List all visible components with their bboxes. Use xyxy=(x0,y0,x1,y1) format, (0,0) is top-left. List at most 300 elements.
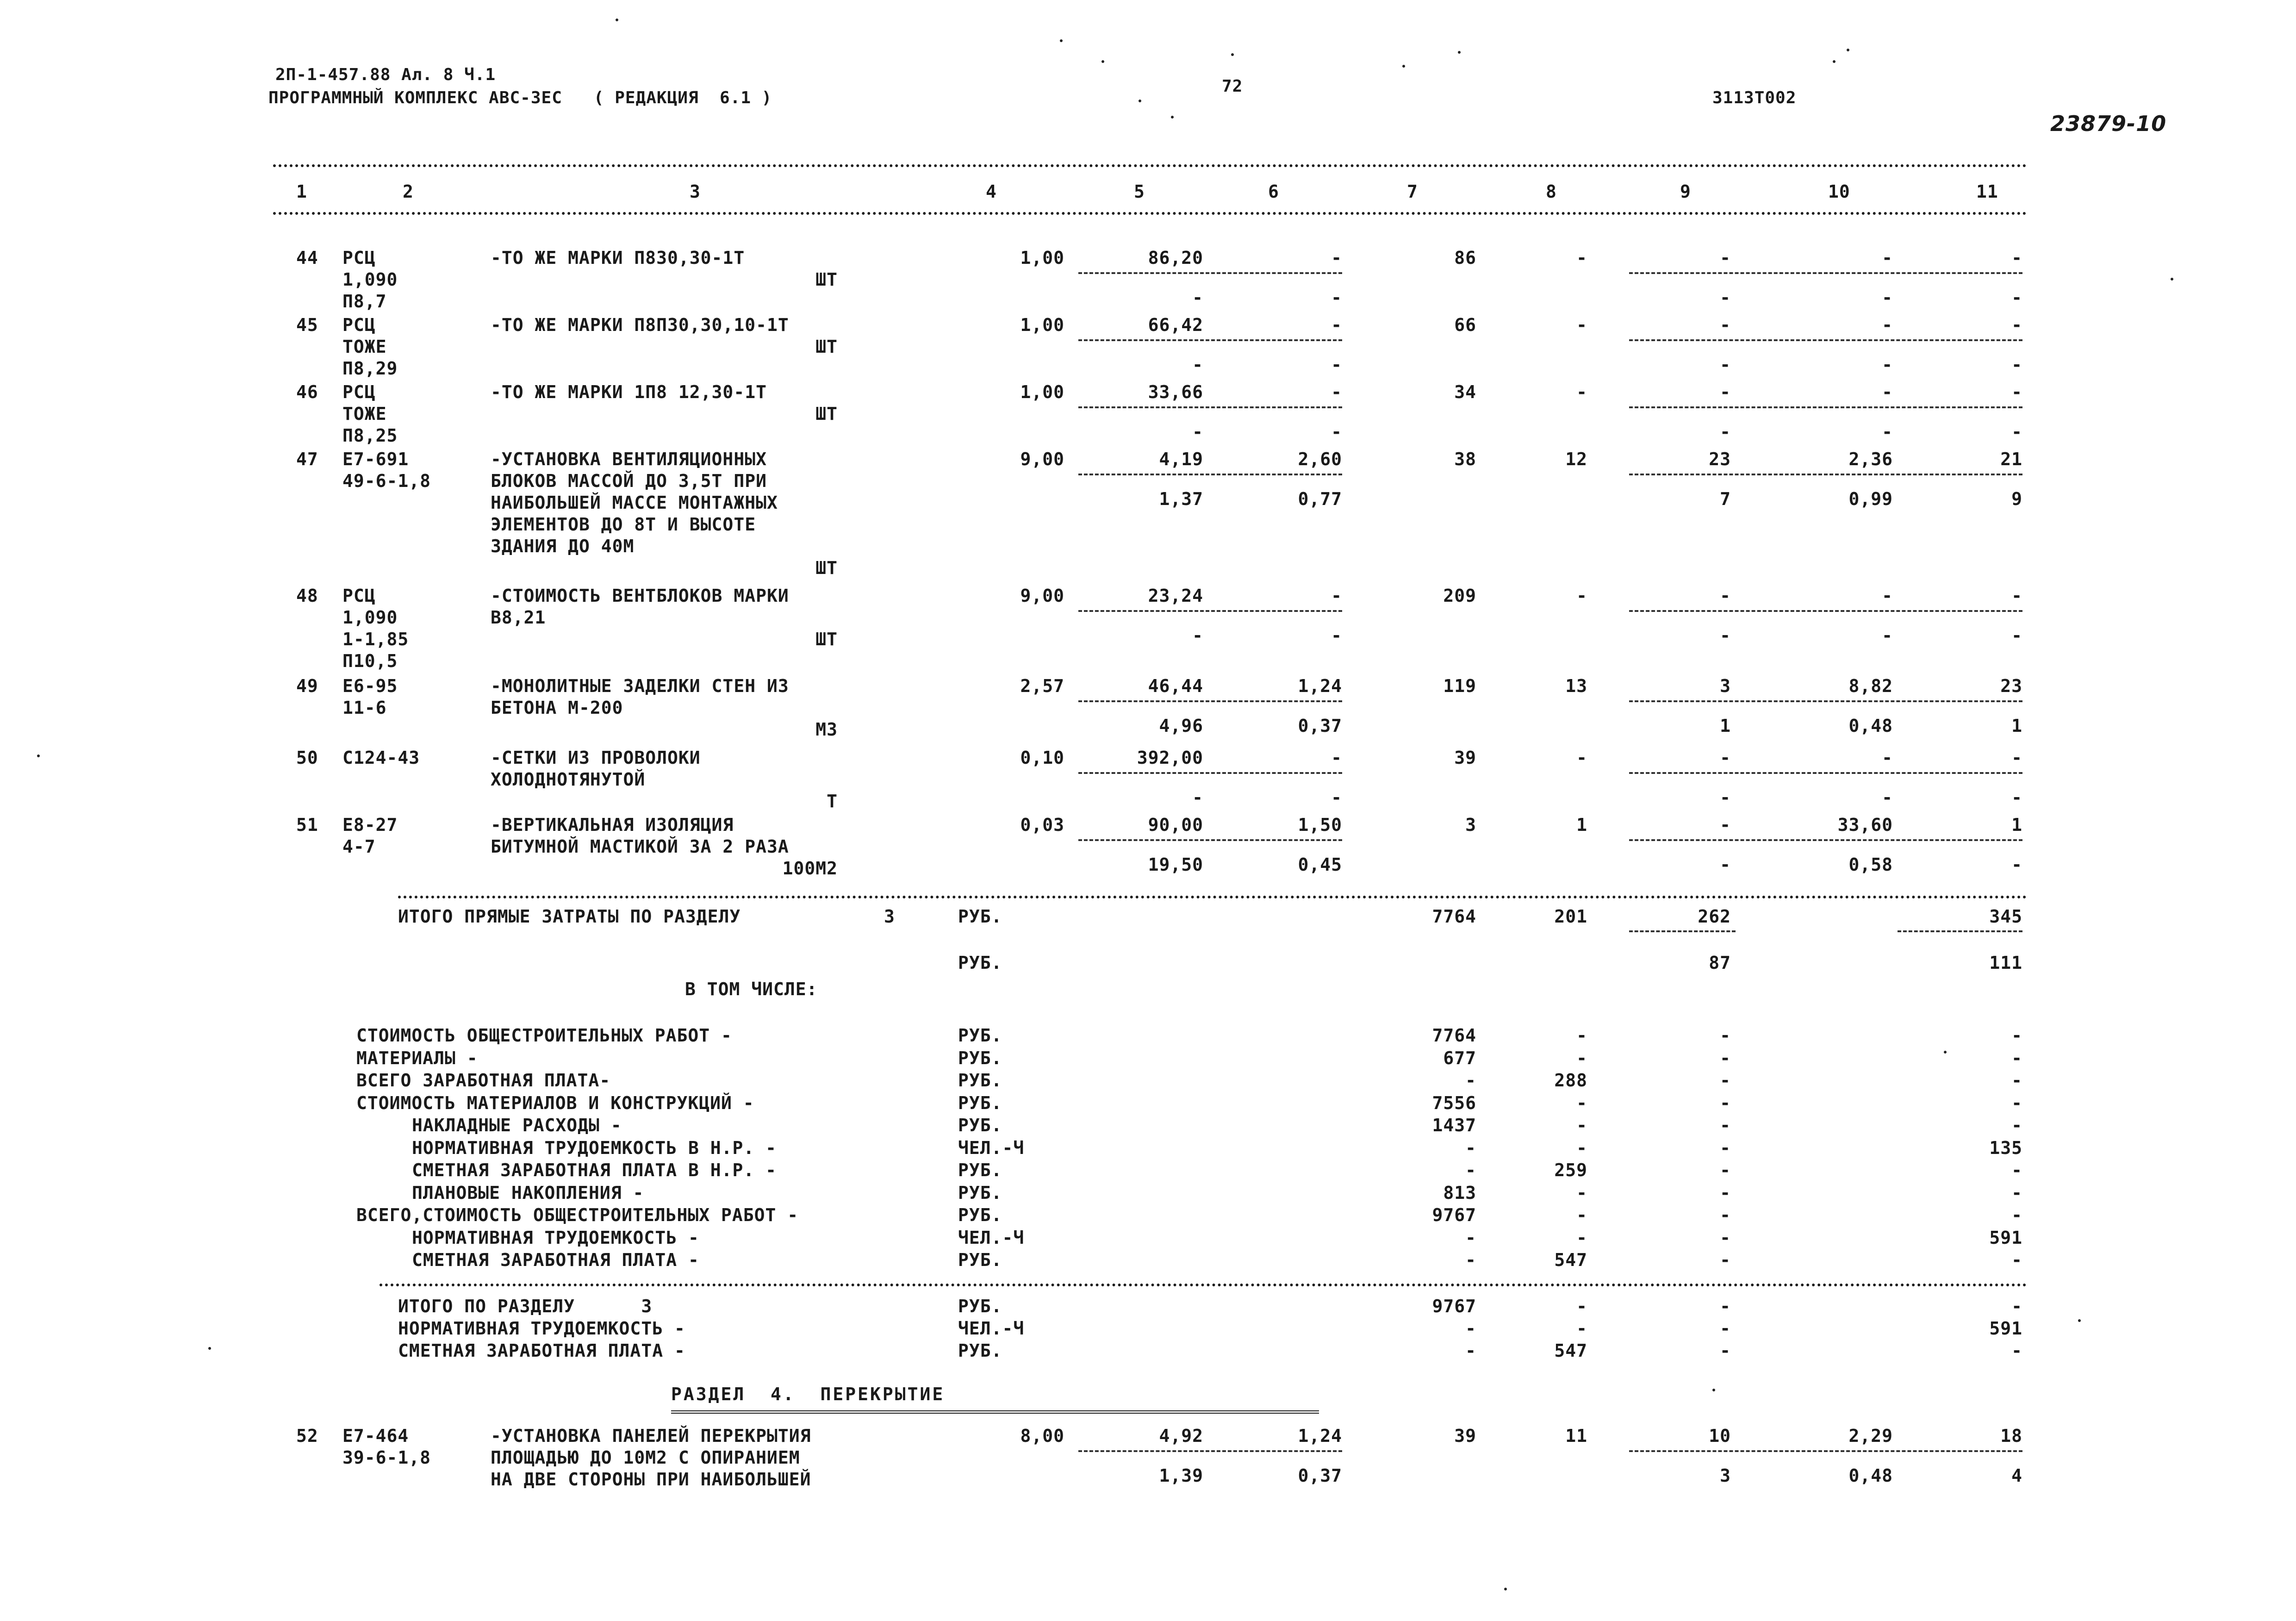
row-value-c10b: 0,58 xyxy=(1848,854,1893,875)
summary-c7: - xyxy=(1465,1227,1476,1248)
row-description: -ТО ЖЕ МАРКИ П8П30,30,10-1Т xyxy=(491,315,789,335)
summary-label: ВСЕГО ЗАРАБОТНАЯ ПЛАТА- xyxy=(356,1070,611,1091)
row-value-c10b: - xyxy=(1882,422,1893,442)
row-description: -УСТАНОВКА ВЕНТИЛЯЦИОННЫХ xyxy=(491,449,767,469)
row-unit: 100М2 xyxy=(782,858,838,879)
row-value-c6b: - xyxy=(1331,422,1342,442)
row-value-c11: 21 xyxy=(2000,449,2022,469)
column-header-8: 8 xyxy=(1546,181,1557,202)
row-unit: ШТ xyxy=(815,269,838,290)
summary-c8: 259 xyxy=(1554,1160,1587,1180)
row-value-c6b: 0,77 xyxy=(1298,489,1342,509)
row-number: 45 xyxy=(296,315,318,335)
row-value-c9b: - xyxy=(1720,787,1731,808)
row-number: 46 xyxy=(296,382,318,402)
row-value-c10: - xyxy=(1882,748,1893,768)
row-description: НАИБОЛЬШЕЙ МАССЕ МОНТАЖНЫХ xyxy=(491,493,778,513)
row-split-rule xyxy=(1629,839,2022,841)
scan-speck xyxy=(2078,1319,2081,1322)
row-value-c9b: - xyxy=(1720,287,1731,308)
section-total-c8: - xyxy=(1576,1318,1587,1339)
row-value-c11b: - xyxy=(2011,625,2022,646)
summary-label: НОРМАТИВНАЯ ТРУДОЕМКОСТЬ В Н.Р. - xyxy=(412,1137,777,1158)
summary-c7: 7556 xyxy=(1432,1092,1476,1113)
row-split-rule xyxy=(1629,474,2022,475)
program-title: ПРОГРАММНЫЙ КОМПЛЕКС АВС-3ЕС ( РЕДАКЦИЯ 6.1 ) xyxy=(268,88,772,107)
column-header-9: 9 xyxy=(1680,181,1691,202)
row-split-rule xyxy=(1629,772,2022,774)
summary-c11: - xyxy=(2011,1182,2022,1203)
row-value-c9b: - xyxy=(1720,854,1731,875)
row-split-rule xyxy=(1629,1450,2022,1452)
row-number: 50 xyxy=(296,748,318,768)
row-value-c7: 38 xyxy=(1454,449,1476,469)
row-value-c8: 12 xyxy=(1565,449,1587,469)
row-value-c8: 11 xyxy=(1565,1426,1587,1446)
row-value-c4: 0,03 xyxy=(1020,815,1064,835)
row-unit: Т xyxy=(827,791,838,811)
row-value-c5b: 19,50 xyxy=(1148,854,1203,875)
row-value-c11: - xyxy=(2011,382,2022,402)
summary-c11: - xyxy=(2011,1070,2022,1091)
row-code: 49-6-1,8 xyxy=(342,471,431,491)
row-value-c9: - xyxy=(1720,748,1731,768)
row-code: РСЦ xyxy=(342,315,376,335)
row-value-c4: 1,00 xyxy=(1020,248,1064,268)
row-code: Е7-691 xyxy=(342,449,409,469)
row-unit: М3 xyxy=(815,719,838,740)
summary-c7: - xyxy=(1465,1160,1476,1180)
row-value-c5b: - xyxy=(1192,625,1203,646)
summary-c8: 547 xyxy=(1554,1250,1587,1270)
row-value-c9: - xyxy=(1720,586,1731,606)
summary-label: НОРМАТИВНАЯ ТРУДОЕМКОСТЬ - xyxy=(412,1227,699,1248)
row-value-c10b: - xyxy=(1882,355,1893,375)
total-split-rule xyxy=(1629,930,1736,932)
row-value-c11b: - xyxy=(2011,854,2022,875)
summary-c11: - xyxy=(2011,1025,2022,1046)
archive-stamp: 23879-10 xyxy=(2050,111,2167,136)
summary-c9: - xyxy=(1720,1182,1731,1203)
row-value-c5b: - xyxy=(1192,355,1203,375)
total-direct-unit-2: РУБ. xyxy=(958,953,1002,973)
summary-c7: 1437 xyxy=(1432,1115,1476,1135)
column-header-10: 10 xyxy=(1828,181,1850,202)
summary-label: СМЕТНАЯ ЗАРАБОТНАЯ ПЛАТА В Н.Р. - xyxy=(412,1160,777,1180)
row-description: ЗДАНИЯ ДО 40М xyxy=(491,536,635,556)
row-value-c10: 2,36 xyxy=(1848,449,1893,469)
row-number: 48 xyxy=(296,586,318,606)
scan-speck xyxy=(1944,1051,1947,1054)
summary-unit: РУБ. xyxy=(958,1092,1002,1113)
section-total-c11: - xyxy=(2011,1340,2022,1361)
summary-c11: 591 xyxy=(1989,1227,2022,1248)
row-code: РСЦ xyxy=(342,586,376,606)
row-value-c9b: - xyxy=(1720,422,1731,442)
row-value-c4: 1,00 xyxy=(1020,382,1064,402)
row-value-c9: 3 xyxy=(1720,676,1731,696)
row-value-c6b: 0,37 xyxy=(1298,1465,1342,1486)
summary-c8: - xyxy=(1576,1182,1587,1203)
row-code: Е7-464 xyxy=(342,1426,409,1446)
summary-c11: - xyxy=(2011,1160,2022,1180)
row-description: ПЛОЩАДЬЮ ДО 10М2 С ОПИРАНИЕМ xyxy=(491,1447,800,1468)
summary-c9: - xyxy=(1720,1092,1731,1113)
section-total-c8: 547 xyxy=(1554,1340,1587,1361)
row-value-c10: 2,29 xyxy=(1848,1426,1893,1446)
section-total-label: СМЕТНАЯ ЗАРАБОТНАЯ ПЛАТА - xyxy=(398,1340,685,1361)
row-value-c9b: - xyxy=(1720,625,1731,646)
row-description: В8,21 xyxy=(491,607,546,628)
summary-unit: РУБ. xyxy=(958,1205,1002,1225)
row-description: -ТО ЖЕ МАРКИ П830,30-1Т xyxy=(491,248,745,268)
row-code: 1-1,85 xyxy=(342,629,409,649)
summary-unit: РУБ. xyxy=(958,1070,1002,1091)
row-split-rule xyxy=(1078,700,1342,702)
row-split-rule xyxy=(1078,1450,1342,1452)
section-total-unit: ЧЕЛ.-Ч xyxy=(958,1318,1025,1339)
row-value-c6: 1,24 xyxy=(1298,676,1342,696)
row-value-c5b: - xyxy=(1192,287,1203,308)
row-value-c9: 10 xyxy=(1709,1426,1731,1446)
row-value-c5b: 4,96 xyxy=(1159,716,1203,736)
scan-speck xyxy=(1458,51,1461,54)
row-value-c5b: 1,37 xyxy=(1159,489,1203,509)
row-code: 39-6-1,8 xyxy=(342,1447,431,1468)
row-value-c5: 23,24 xyxy=(1148,586,1203,606)
total-direct-c11b: 111 xyxy=(1989,953,2022,973)
summary-c7: - xyxy=(1465,1250,1476,1270)
row-value-c6: 1,50 xyxy=(1298,815,1342,835)
summary-c11: - xyxy=(2011,1115,2022,1135)
column-header-2: 2 xyxy=(403,181,414,202)
summary-c9: - xyxy=(1720,1137,1731,1158)
row-value-c8: 13 xyxy=(1565,676,1587,696)
row-code: Е6-95 xyxy=(342,676,398,696)
document-code: 3113Т002 xyxy=(1712,88,1797,107)
row-value-c6b: - xyxy=(1331,287,1342,308)
row-value-c11b: - xyxy=(2011,287,2022,308)
row-value-c11b: 4 xyxy=(2011,1465,2022,1486)
row-value-c10: 8,82 xyxy=(1848,676,1893,696)
row-code: ТОЖЕ xyxy=(342,337,387,357)
total-direct-c11: 345 xyxy=(1989,906,2022,927)
summary-label: НАКЛАДНЫЕ РАСХОДЫ - xyxy=(412,1115,622,1135)
row-value-c6b: - xyxy=(1331,787,1342,808)
row-value-c10b: - xyxy=(1882,287,1893,308)
row-value-c11b: - xyxy=(2011,355,2022,375)
row-value-c11: 23 xyxy=(2000,676,2022,696)
row-value-c9b: 3 xyxy=(1720,1465,1731,1486)
row-value-c5: 392,00 xyxy=(1137,748,1203,768)
column-header-4: 4 xyxy=(986,181,997,202)
scan-speck xyxy=(1101,60,1104,63)
summary-c8: - xyxy=(1576,1115,1587,1135)
row-split-rule xyxy=(1629,272,2022,274)
total-split-rule xyxy=(1898,930,2022,932)
row-value-c5b: 1,39 xyxy=(1159,1465,1203,1486)
row-code: РСЦ xyxy=(342,248,376,268)
summary-c7: 9767 xyxy=(1432,1205,1476,1225)
row-code: Е8-27 xyxy=(342,815,398,835)
row-value-c11: - xyxy=(2011,586,2022,606)
row-description: -УСТАНОВКА ПАНЕЛЕЙ ПЕРЕКРЫТИЯ xyxy=(491,1426,811,1446)
row-description: -СЕТКИ ИЗ ПРОВОЛОКИ xyxy=(491,748,701,768)
section-total-label: НОРМАТИВНАЯ ТРУДОЕМКОСТЬ - xyxy=(398,1318,685,1339)
summary-c7: 813 xyxy=(1443,1182,1476,1203)
row-code: 1,090 xyxy=(342,269,398,290)
row-value-c4: 1,00 xyxy=(1020,315,1064,335)
summary-c11: - xyxy=(2011,1205,2022,1225)
row-number: 44 xyxy=(296,248,318,268)
row-value-c5: 4,92 xyxy=(1159,1426,1203,1446)
row-unit: ШТ xyxy=(815,337,838,357)
row-split-rule xyxy=(1078,772,1342,774)
summary-unit: РУБ. xyxy=(958,1250,1002,1270)
document-ref: 2П-1-457.88 Ал. 8 Ч.1 xyxy=(275,65,496,84)
section-rule-2 xyxy=(380,1284,2027,1286)
row-value-c5: 46,44 xyxy=(1148,676,1203,696)
summary-c7: 677 xyxy=(1443,1047,1476,1068)
row-value-c6: - xyxy=(1331,382,1342,402)
row-unit: ШТ xyxy=(815,404,838,424)
row-value-c7: 39 xyxy=(1454,1426,1476,1446)
row-number: 52 xyxy=(296,1426,318,1446)
summary-c8: - xyxy=(1576,1205,1587,1225)
section-total-c9: - xyxy=(1720,1340,1731,1361)
total-direct-c8: 201 xyxy=(1554,906,1587,927)
summary-c8: - xyxy=(1576,1025,1587,1046)
row-number: 49 xyxy=(296,676,318,696)
scan-speck xyxy=(1833,60,1836,63)
row-value-c10b: - xyxy=(1882,787,1893,808)
row-number: 47 xyxy=(296,449,318,469)
row-description: БЛОКОВ МАССОЙ ДО 3,5Т ПРИ xyxy=(491,471,767,491)
total-direct-label: ИТОГО ПРЯМЫЕ ЗАТРАТЫ ПО РАЗДЕЛУ xyxy=(398,906,741,927)
row-value-c8: - xyxy=(1576,382,1587,402)
row-description: НА ДВЕ СТОРОНЫ ПРИ НАИБОЛЬШЕЙ xyxy=(491,1469,811,1490)
row-value-c11: 18 xyxy=(2000,1426,2022,1446)
summary-c9: - xyxy=(1720,1115,1731,1135)
row-value-c10b: - xyxy=(1882,625,1893,646)
scan-speck xyxy=(1231,53,1234,56)
scan-speck xyxy=(1712,1389,1715,1391)
column-header-3: 3 xyxy=(690,181,701,202)
row-value-c7: 39 xyxy=(1454,748,1476,768)
summary-unit: РУБ. xyxy=(958,1160,1002,1180)
row-value-c4: 8,00 xyxy=(1020,1426,1064,1446)
row-value-c6b: 0,45 xyxy=(1298,854,1342,875)
row-code: П8,29 xyxy=(342,358,398,379)
row-value-c9b: 7 xyxy=(1720,489,1731,509)
column-header-6: 6 xyxy=(1268,181,1279,202)
row-value-c7: 119 xyxy=(1443,676,1476,696)
row-value-c11: - xyxy=(2011,748,2022,768)
summary-c11: 135 xyxy=(1989,1137,2022,1158)
total-direct-c7: 7764 xyxy=(1432,906,1476,927)
total-direct-unit: РУБ. xyxy=(958,906,1002,927)
summary-c11: - xyxy=(2011,1250,2022,1270)
row-value-c10: - xyxy=(1882,586,1893,606)
summary-unit: РУБ. xyxy=(958,1182,1002,1203)
row-value-c4: 2,57 xyxy=(1020,676,1064,696)
row-description: ХОЛОДНОТЯНУТОЙ xyxy=(491,769,646,790)
row-value-c9: - xyxy=(1720,382,1731,402)
scan-speck xyxy=(1402,65,1405,68)
row-code: ТОЖЕ xyxy=(342,404,387,424)
row-value-c5: 33,66 xyxy=(1148,382,1203,402)
section-total-c11: - xyxy=(2011,1296,2022,1316)
row-value-c8: - xyxy=(1576,748,1587,768)
row-code: С124-43 xyxy=(342,748,420,768)
row-description: -ТО ЖЕ МАРКИ 1П8 12,30-1Т xyxy=(491,382,767,402)
section-rule-1 xyxy=(398,896,2027,898)
summary-label: СМЕТНАЯ ЗАРАБОТНАЯ ПЛАТА - xyxy=(412,1250,699,1270)
summary-c7: 7764 xyxy=(1432,1025,1476,1046)
row-description: -СТОИМОСТЬ ВЕНТБЛОКОВ МАРКИ xyxy=(491,586,789,606)
row-value-c11: - xyxy=(2011,248,2022,268)
row-value-c4: 9,00 xyxy=(1020,449,1064,469)
row-value-c9: - xyxy=(1720,315,1731,335)
row-unit: ШТ xyxy=(815,558,838,578)
scan-speck xyxy=(1171,116,1174,118)
header-rule-bottom xyxy=(273,212,2027,215)
row-description: ЭЛЕМЕНТОВ ДО 8Т И ВЫСОТЕ xyxy=(491,514,756,535)
scan-speck xyxy=(1847,49,1849,51)
row-value-c5: 90,00 xyxy=(1148,815,1203,835)
row-number: 51 xyxy=(296,815,318,835)
summary-unit: РУБ. xyxy=(958,1047,1002,1068)
summary-unit: РУБ. xyxy=(958,1115,1002,1135)
row-value-c5: 66,42 xyxy=(1148,315,1203,335)
row-code: П8,7 xyxy=(342,291,387,312)
row-split-rule xyxy=(1078,272,1342,274)
page-number: 72 xyxy=(1222,77,1243,96)
row-value-c9: - xyxy=(1720,248,1731,268)
row-code: 1,090 xyxy=(342,607,398,628)
summary-c9: - xyxy=(1720,1160,1731,1180)
summary-c8: - xyxy=(1576,1047,1587,1068)
summary-label: МАТЕРИАЛЫ - xyxy=(356,1047,478,1068)
row-value-c10b: 0,48 xyxy=(1848,716,1893,736)
row-value-c5: 86,20 xyxy=(1148,248,1203,268)
row-split-rule xyxy=(1078,839,1342,841)
section-total-unit: РУБ. xyxy=(958,1296,1002,1316)
row-value-c8: - xyxy=(1576,315,1587,335)
header-rule-top xyxy=(273,164,2027,167)
summary-unit: ЧЕЛ.-Ч xyxy=(958,1137,1025,1158)
row-value-c5b: - xyxy=(1192,787,1203,808)
summary-label: СТОИМОСТЬ ОБЩЕСТРОИТЕЛЬНЫХ РАБОТ - xyxy=(356,1025,732,1046)
summary-c7: - xyxy=(1465,1070,1476,1091)
total-direct-section: 3 xyxy=(884,906,895,927)
summary-c9: - xyxy=(1720,1070,1731,1091)
row-value-c9: - xyxy=(1720,815,1731,835)
column-header-11: 11 xyxy=(1976,181,1998,202)
summary-unit: ЧЕЛ.-Ч xyxy=(958,1227,1025,1248)
row-value-c4: 9,00 xyxy=(1020,586,1064,606)
scan-speck xyxy=(1060,39,1063,42)
summary-c8: - xyxy=(1576,1227,1587,1248)
row-code: 4-7 xyxy=(342,836,376,857)
row-value-c11: 1 xyxy=(2011,815,2022,835)
row-value-c8: - xyxy=(1576,248,1587,268)
row-value-c9b: 1 xyxy=(1720,716,1731,736)
row-value-c10b: 0,48 xyxy=(1848,1465,1893,1486)
summary-c11: - xyxy=(2011,1092,2022,1113)
section-total-label: ИТОГО ПО РАЗДЕЛУ 3 xyxy=(398,1296,653,1316)
row-value-c9: 23 xyxy=(1709,449,1731,469)
section-total-c8: - xyxy=(1576,1296,1587,1316)
row-value-c10: 33,60 xyxy=(1837,815,1893,835)
row-split-rule xyxy=(1629,700,2022,702)
row-value-c6b: 0,37 xyxy=(1298,716,1342,736)
row-description: -МОНОЛИТНЫЕ ЗАДЕЛКИ СТЕН ИЗ xyxy=(491,676,789,696)
row-code: 11-6 xyxy=(342,698,387,718)
scan-speck xyxy=(37,754,40,757)
row-split-rule xyxy=(1078,406,1342,408)
row-split-rule xyxy=(1078,339,1342,341)
row-value-c11b: - xyxy=(2011,422,2022,442)
row-value-c10: - xyxy=(1882,382,1893,402)
summary-c9: - xyxy=(1720,1205,1731,1225)
row-value-c7: 209 xyxy=(1443,586,1476,606)
row-value-c6: - xyxy=(1331,748,1342,768)
row-value-c4: 0,10 xyxy=(1020,748,1064,768)
section-total-c9: - xyxy=(1720,1318,1731,1339)
row-value-c6: 2,60 xyxy=(1298,449,1342,469)
summary-c8: 288 xyxy=(1554,1070,1587,1091)
scan-speck xyxy=(2171,278,2173,281)
row-value-c11b: 9 xyxy=(2011,489,2022,509)
row-value-c6b: - xyxy=(1331,625,1342,646)
summary-unit: РУБ. xyxy=(958,1025,1002,1046)
row-value-c6: - xyxy=(1331,586,1342,606)
row-code: РСЦ xyxy=(342,382,376,402)
section-4-underline xyxy=(671,1410,1319,1414)
column-header-5: 5 xyxy=(1134,181,1145,202)
scan-speck xyxy=(616,19,618,21)
row-value-c9b: - xyxy=(1720,355,1731,375)
row-value-c10b: 0,99 xyxy=(1848,489,1893,509)
row-value-c7: 66 xyxy=(1454,315,1476,335)
section-total-c9: - xyxy=(1720,1296,1731,1316)
section-total-c7: - xyxy=(1465,1318,1476,1339)
section-total-c7: - xyxy=(1465,1340,1476,1361)
row-split-rule xyxy=(1629,610,2022,612)
scan-speck xyxy=(208,1347,211,1350)
row-value-c7: 86 xyxy=(1454,248,1476,268)
summary-c7: - xyxy=(1465,1137,1476,1158)
row-value-c6: - xyxy=(1331,248,1342,268)
summary-c9: - xyxy=(1720,1025,1731,1046)
summary-label: СТОИМОСТЬ МАТЕРИАЛОВ И КОНСТРУКЦИЙ - xyxy=(356,1092,754,1113)
row-value-c7: 3 xyxy=(1465,815,1476,835)
row-split-rule xyxy=(1629,406,2022,408)
row-description: БЕТОНА М-200 xyxy=(491,698,623,718)
summary-c9: - xyxy=(1720,1227,1731,1248)
section-4-title: РАЗДЕЛ 4. ПЕРЕКРЫТИЕ xyxy=(671,1384,945,1404)
column-header-7: 7 xyxy=(1407,181,1418,202)
scan-speck xyxy=(1504,1588,1507,1590)
summary-c9: - xyxy=(1720,1250,1731,1270)
summary-c8: - xyxy=(1576,1092,1587,1113)
row-description: БИТУМНОЙ МАСТИКОЙ ЗА 2 РАЗА xyxy=(491,836,789,857)
row-unit: ШТ xyxy=(815,629,838,649)
total-direct-c9b: 87 xyxy=(1709,953,1731,973)
row-value-c10: - xyxy=(1882,248,1893,268)
summary-label: ВСЕГО,СТОИМОСТЬ ОБЩЕСТРОИТЕЛЬНЫХ РАБОТ - xyxy=(356,1205,799,1225)
